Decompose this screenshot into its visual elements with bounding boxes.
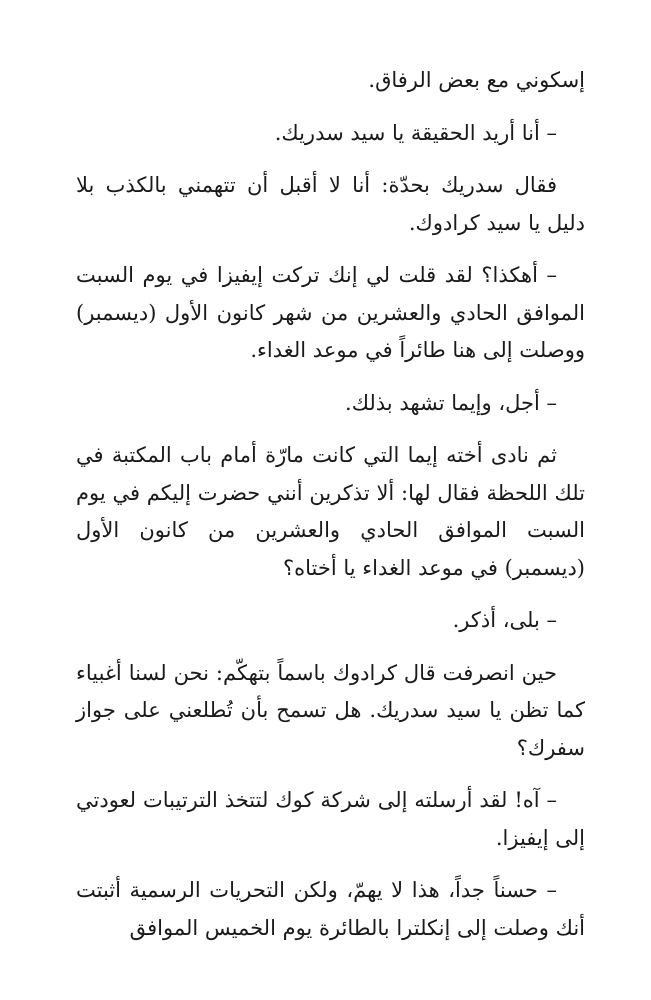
paragraph: – أجل، وإيما تشهد بذلك.	[345, 390, 557, 415]
paragraph: – أهكذا؟ لقد قلت لي إنك تركت إيفيزا في يوم السبت الموافق الحادي والعشرين من شهر كانون الأول (ديسمبر) ووصلت إلى هنا طائراً في موعد الغداء.	[76, 263, 585, 362]
paragraph: – بلى، أذكر.	[452, 608, 557, 632]
paragraph: إسكوني مع بعض الرفاق.	[368, 68, 585, 92]
paragraph: – حسناً جداً، هذا لا يهمّ، ولكن التحريات الرسمية أثبتت أنك وصلت إلى إنكلترا بالطائرة يوم الخميس الموافق	[76, 878, 585, 940]
paragraph: ثم نادى أخته إيما التي كانت مارّة أمام باب المكتبة في تلك اللحظة فقال لها: ألا تذكرين أنني حضرت إليكم في يوم السبت الموافق الحادي والعشرين من كانون الأول (ديسمبر) في موعد الغداء يا أختاه؟	[76, 443, 585, 580]
paragraph: – آه! لقد أرسلته إلى شركة كوك لتتخذ الترتيبات لعودتي إلى إيفيزا.	[76, 788, 585, 850]
book-page	[76, 62, 585, 962]
paragraph: فقال سدريك بحدّة: أنا لا أقبل أن تتهمني بالكذب بلا دليل يا سيد كرادوك.	[76, 173, 585, 235]
paragraph: – أنا أريد الحقيقة يا سيد سدريك.	[274, 120, 557, 145]
paragraph: حين انصرفت قال كرادوك باسماً بتهكّم: نحن لسنا أغبياء كما تظن يا سيد سدريك. هل تسمح بأن تُطلعني على جواز سفرك؟	[76, 660, 585, 760]
